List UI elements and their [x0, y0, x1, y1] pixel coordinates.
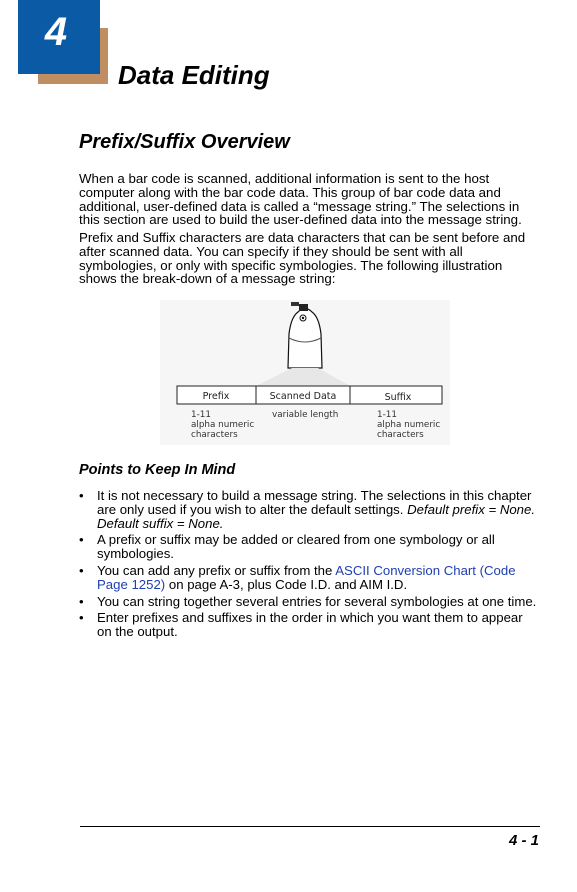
chapter-title: Data Editing	[118, 60, 270, 90]
prefix-caption-line: alpha numeric	[191, 420, 255, 430]
section-title: Prefix/Suffix Overview	[79, 131, 290, 153]
suffix-caption-line: characters	[377, 430, 424, 440]
bullet-glyph: •	[79, 532, 84, 548]
bullet-glyph: •	[79, 562, 84, 578]
list-item	[79, 611, 539, 639]
bullet-text: Enter prefixes and suffixes in the order in which you want them to appear on the output.	[97, 610, 523, 640]
points-list	[79, 489, 539, 642]
list-item	[79, 595, 539, 609]
suffix-caption-line: alpha numeric	[377, 420, 441, 430]
page-number: 4 - 1	[508, 832, 539, 849]
scanner-icon	[288, 302, 322, 368]
message-string-illustration	[160, 300, 450, 445]
prefix-caption-line: 1-11	[191, 410, 211, 420]
suffix-label: Suffix	[384, 392, 412, 403]
list-item	[79, 564, 539, 592]
default-values-note: Default prefix = None. Default suffix = None.	[97, 501, 536, 531]
ascii-chart-link[interactable]: ASCII Conversion Chart (Code Page 1252)	[97, 562, 516, 592]
bullet-glyph: •	[79, 593, 84, 609]
prefix-suffix-paragraph: Prefix and Suffix characters are data characters that can be sent before and after scanned data. You can specify if they should be sent with all symbologies, or only with specific symbologies. The following illustration shows the break-down of a message string:	[79, 230, 526, 287]
bullet-text: It is not necessary to build a message string. The selections in this chapter are only used if you wish to alter the default settings.	[97, 488, 532, 517]
prefix-caption-line: characters	[191, 430, 238, 440]
chapter-number: 4	[44, 10, 68, 54]
bullet-text: on page A-3, plus Code I.D. and AIM I.D.	[165, 576, 408, 592]
scanned-data-label: Scanned Data	[269, 391, 337, 402]
intro-paragraph: When a bar code is scanned, additional information is sent to the host computer along with the bar code data. This group of bar code data and additional, user-defined data is called a “message string.” The selections in this section are used to build the user-defined data into the message string.	[79, 171, 522, 228]
list-item	[79, 533, 539, 561]
scanned-caption: variable length	[272, 410, 339, 420]
points-title: Points to Keep In Mind	[79, 462, 236, 478]
prefix-label: Prefix	[202, 391, 230, 402]
list-item	[79, 489, 539, 530]
bullet-text: You can add any prefix or suffix from the	[97, 562, 336, 578]
suffix-caption-line: 1-11	[377, 410, 397, 420]
footer-rule	[80, 826, 540, 827]
chapter-tab	[18, 0, 100, 74]
bullet-glyph: •	[79, 488, 84, 503]
bullet-glyph: •	[79, 610, 84, 626]
bullet-text: You can string together several entries for several symbologies at one time.	[97, 593, 537, 609]
message-string-diagram	[160, 300, 450, 445]
scan-beam	[256, 368, 350, 386]
bullet-text: A prefix or suffix may be added or cleared from one symbology or all symbologies.	[97, 532, 495, 562]
